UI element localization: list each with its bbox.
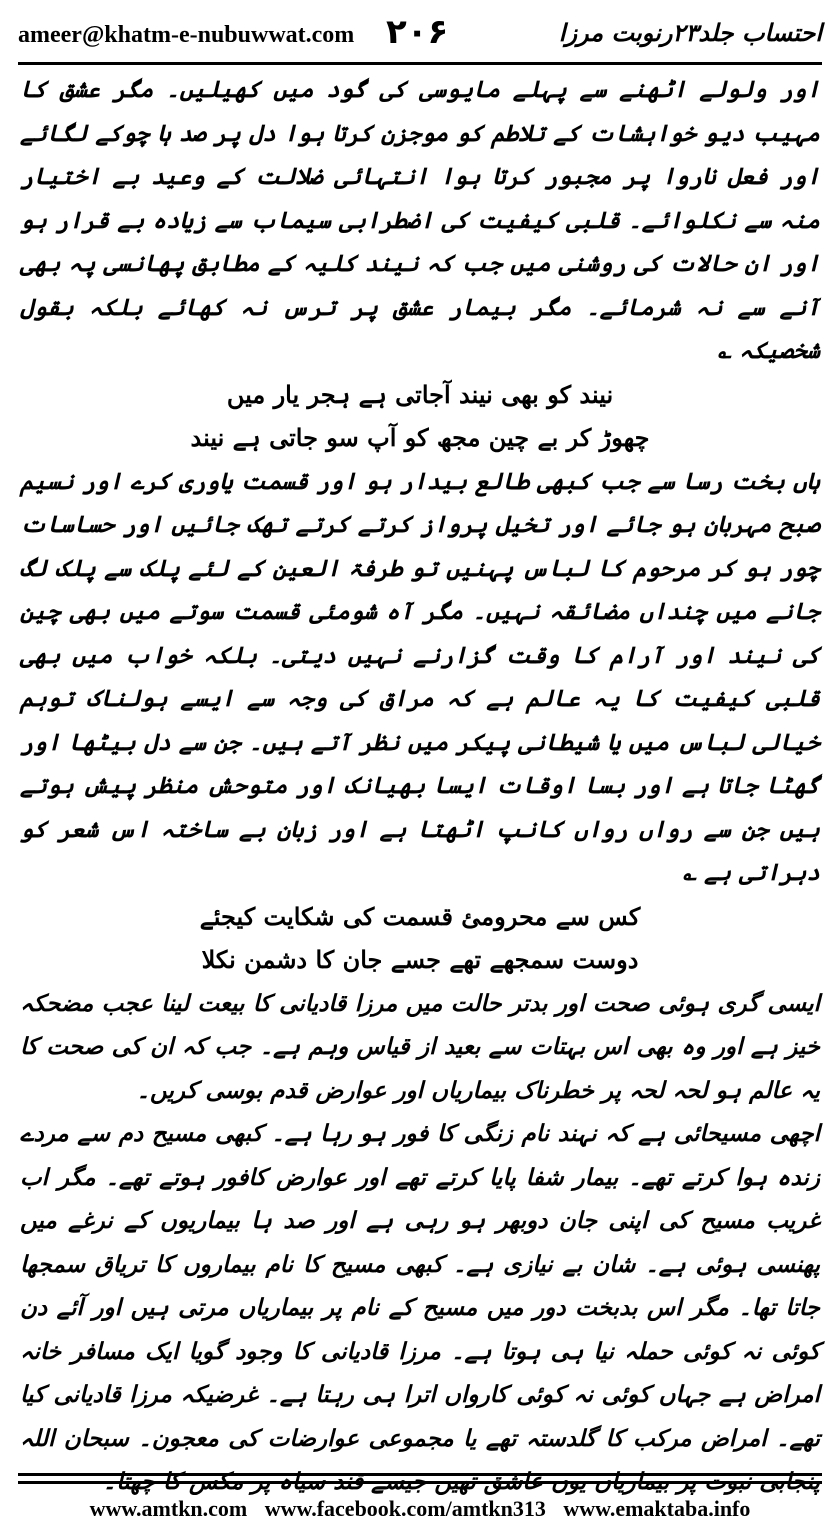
page-footer	[0, 1496, 840, 1522]
paragraph-4: اچھی مسیحائی ہے کہ نہند نام زنگی کا فور ہو رہا ہے۔ کبھی مسیح دم سے مردے زندہ ہوا کرتے تھے۔ بیمار شفا پایا کرتے تھے اور عوارض کافور ہوتے تھے۔ مگر اب غریب مسیح کی اپنی جان دوبھر ہو رہی ہے اور صد ہا بیماریوں کے نرغے میں پھنسی ہوئی ہے۔ شان بے نیازی ہے۔ کبھی مسیح کا نام بیماروں کا تریاق سمجھا جاتا تھا۔ مگر اس بدبخت دور میں مسیح کے نام پر بیماریاں مرتی ہیں اور آئے دن کوئی نہ کوئی حملہ نیا ہی ہوتا ہے۔ مرزا قادیانی کا وجود گویا ایک مسافر خانہ امراض ہے جہاں کوئی نہ کوئی کارواں اترا ہی رہتا ہے۔ غرضیکہ مرزا قادیانی کیا تھے۔ امراض مرکب کا گلدستہ تھے یا مجموعی عوارضات کی معجون۔ سبحان اللہ پنجابی نبوت پر بیماریاں یوں عاشق تھیں جیسے قند سیاہ پر مکس کا چھتا۔	[20, 1120, 820, 1495]
footer-link-amtkn[interactable]: www.amtkn.com	[89, 1496, 248, 1521]
verse-1-line-2: چھوڑ کر بے چین مجھ کو آپ سو جاتی ہے نیند	[190, 423, 650, 452]
footer-rule-2	[18, 1481, 822, 1484]
verse-2-line-2: دوست سمجھے تھے جسے جان کا دشمن نکلا	[201, 945, 639, 974]
verse-2-line-1: کس سے محرومئ قسمت کی شکایت کیجئے	[199, 901, 641, 931]
running-title: احتساب جلد۲۳رنوبت مرزا	[558, 18, 822, 47]
page-header	[18, 12, 822, 60]
verse-1-line-1: نیند کو بھی نیند آجاتی ہے ہجر یار میں	[226, 379, 614, 409]
header-email: ameer@khatm-e-nubuwwat.com	[18, 22, 355, 48]
paragraph-3: ایسی گری ہوئی صحت اور بدتر حالت میں مرزا قادیانی کا بیعت لینا عجب مضحکہ خیز ہے اور وہ بھی اس بہتات سے بعید از قیاس وہم ہے۔ جب کہ ان کی صحت کا یہ عالم ہو لحہ لحہ پر خطرناک بیماریاں اور عوارض قدم بوسی کریں۔	[20, 989, 820, 1104]
footer-link-facebook[interactable]: www.facebook.com/amtkn313	[264, 1496, 546, 1521]
paragraph-1: اور ولولے اٹھنے سے پہلے مایوسی کی گود میں کھیلیں۔ مگر عشق کا مہیب دیو خواہشات کے تلاطم کو موجزن کرتا ہوا دل پر صد ہا چوکے لگائے اور فعل ناروا پر مجبور کرتا ہوا انتہائی ضلالت کے وعید بے اختیار منہ سے نکلوائے۔ قلبی کیفیت کی اضطرابی سیماب سے زیادہ بے قرار ہو اور ان حالات کی روشنی میں جب کہ نیند کلیہ کے مطابق پھانسی پہ بھی آنے سے نہ شرمائے۔ مگر بیمار عشق پر ترس نہ کھائے بلکہ بقول شخصیکہ ؎	[20, 76, 820, 364]
header-rule	[18, 62, 822, 65]
footer-rule-1	[18, 1473, 822, 1476]
footer-link-emaktaba[interactable]: www.emaktaba.info	[563, 1496, 751, 1521]
paragraph-2: ہاں بخت رسا سے جب کبھی طالع بیدار ہو اور قسمت یاوری کرے اور نسیم صبح مہربان ہو جائے اور تخیل پرواز کرتے کرتے تھک جائیں اور حساسات چور ہو کر مرحوم کا لباس پہنیں تو طرفۃ العین کے لئے پلک سے پلک لگ جانے میں چنداں مضائقہ نہیں۔ مگر آہ شومئی قسمت سوتے میں بھی چین کی نیند اور آرام کا وقت گزارنے نہیں دیتی۔ بلکہ خواب میں بھی قلبی کیفیت کا یہ عالم ہے کہ مراق کی وجہ سے ایسے ہولناک توہم خیالی لباس میں یا شیطانی پیکر میں نظر آتے ہیں۔ جن سے دل بیٹھا اور گھٹا جاتا ہے اور بسا اوقات ایسا بھیانک اور متوحش منظر پیش ہوتے ہیں جن سے رواں رواں کانپ اٹھتا ہے اور زبان بے ساختہ اس شعر کو دہراتی ہے ؎	[20, 467, 820, 886]
page-body	[20, 68, 820, 1495]
page-number: ۲۰۶	[386, 12, 449, 52]
